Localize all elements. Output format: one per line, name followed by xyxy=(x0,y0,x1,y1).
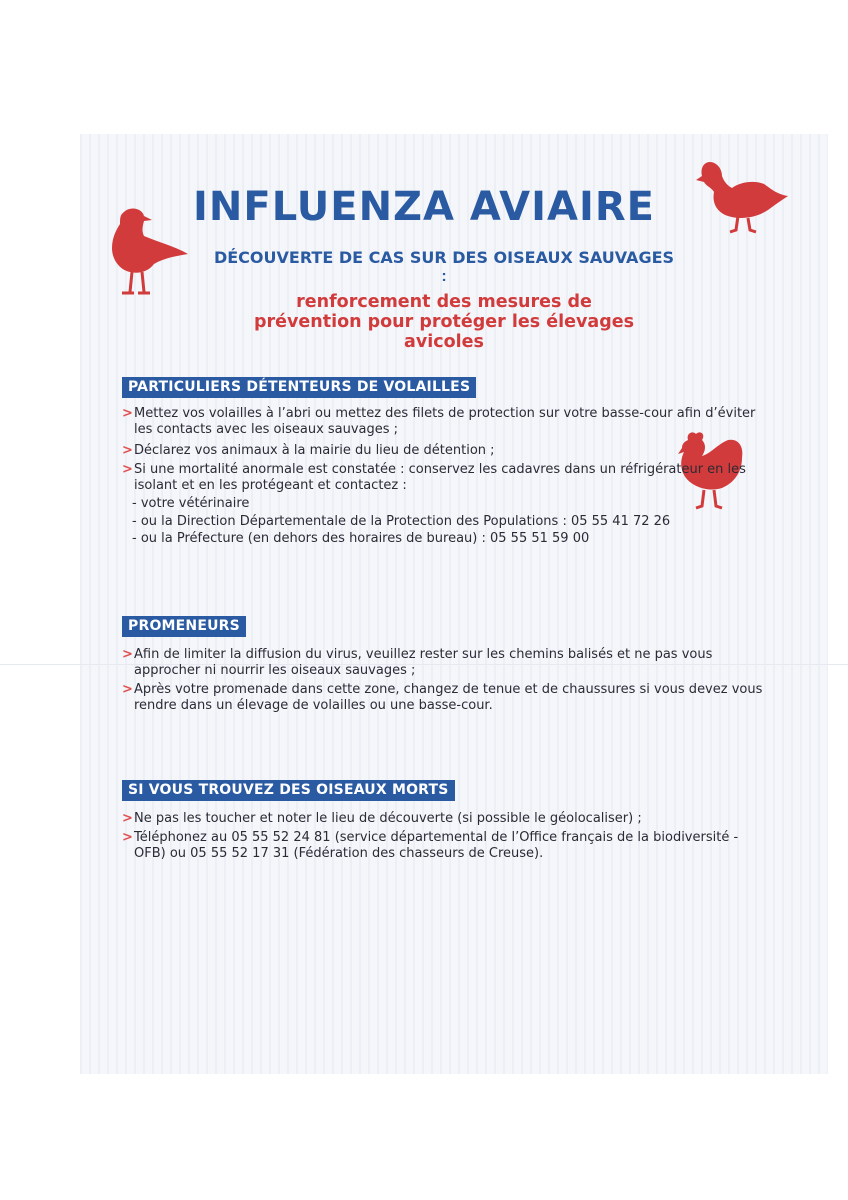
bullet-arrow-icon: > xyxy=(122,443,133,458)
list-item-text: Téléphonez au 05 55 52 24 81 (service départemental de l’Office français de la biodiversité - OFB) ou 05 55 52 17 31 (Fédération des chasseurs de Creuse). xyxy=(134,830,739,861)
list-item-text: Déclarez vos animaux à la mairie du lieu de détention ; xyxy=(134,443,495,458)
list-item xyxy=(122,682,772,714)
list-item xyxy=(122,830,772,862)
list-item-text: Ne pas les toucher et noter le lieu de découverte (si possible le géolocaliser) ; xyxy=(134,811,642,826)
contact-line: - votre vétérinaire xyxy=(132,496,250,511)
page-subtitle: DÉCOUVERTE DE CAS SUR DES OISEAUX SAUVAGES xyxy=(213,248,675,267)
list-item-text: Après votre promenade dans cette zone, changez de tenue et de chaussures si vous devez vous rendre dans un élevage de volailles ou une basse-cour. xyxy=(134,682,763,713)
bullet-arrow-icon: > xyxy=(122,830,133,845)
contact-line: - ou la Direction Départementale de la Protection des Populations : 05 55 41 72 26 xyxy=(132,514,671,529)
bullet-arrow-icon: > xyxy=(122,462,133,477)
list-item-text: Afin de limiter la diffusion du virus, veuillez rester sur les chemins balisés et ne pas vous approcher ni nourrir les oiseaux sauvages ; xyxy=(134,647,713,678)
bullet-arrow-icon: > xyxy=(122,682,133,697)
red-subheading-line-2: prévention pour protéger les élevages xyxy=(253,312,635,332)
contact-line: - ou la Préfecture (en dehors des horaires de bureau) : 05 55 51 59 00 xyxy=(132,531,590,546)
subtitle-colon: : xyxy=(441,268,447,285)
red-subheading-line-1: renforcement des mesures de xyxy=(296,292,592,312)
list-item xyxy=(122,811,772,827)
list-item xyxy=(122,443,772,459)
bullet-arrow-icon: > xyxy=(122,811,133,826)
list-item xyxy=(122,462,772,494)
bullet-arrow-icon: > xyxy=(122,406,133,421)
section-title-particuliers: PARTICULIERS DÉTENTEURS DE VOLAILLES xyxy=(122,377,476,398)
bullet-arrow-icon: > xyxy=(122,647,133,662)
page-title: INFLUENZA AVIAIRE xyxy=(193,184,655,230)
section-title-oiseaux-morts: SI VOUS TROUVEZ DES OISEAUX MORTS xyxy=(122,780,455,801)
list-item xyxy=(122,406,772,438)
list-item-text: Si une mortalité anormale est constatée : conservez les cadavres dans un réfrigérateur en les isolant et en les protégeant et contactez : xyxy=(134,462,746,493)
red-subheading xyxy=(200,292,688,352)
list-item xyxy=(122,647,772,679)
list-item-text: Mettez vos volailles à l’abri ou mettez des filets de protection sur votre basse-cour afin d’éviter les contacts avec les oiseaux sauvages ; xyxy=(134,406,756,437)
section-title-promeneurs: PROMENEURS xyxy=(122,616,246,637)
red-subheading-line-3: avicoles xyxy=(404,332,484,352)
